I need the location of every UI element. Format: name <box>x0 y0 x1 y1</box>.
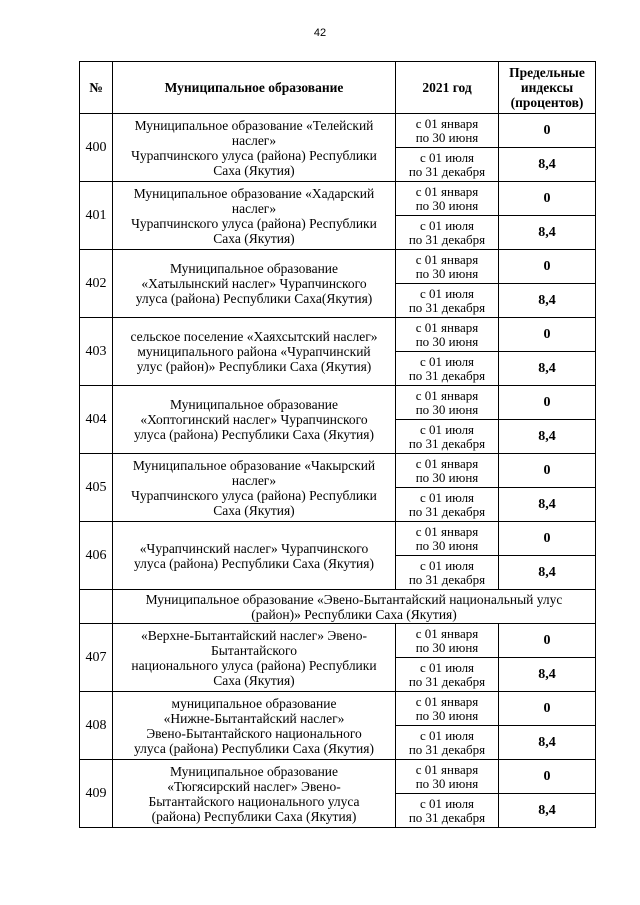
index-value-first-half: 0 <box>499 454 596 488</box>
table-row <box>80 114 596 148</box>
index-value-second-half: 8,4 <box>499 658 596 692</box>
period-second-half <box>396 488 499 522</box>
period-line: по 30 июня <box>415 129 479 145</box>
index-value-first-half: 0 <box>499 386 596 420</box>
municipality-name-line: Саха (Якутия) <box>213 502 295 518</box>
index-value-first-half: 0 <box>499 250 596 284</box>
period-second-half <box>396 794 499 828</box>
header-year: 2021 год <box>396 62 499 114</box>
period-first-half <box>396 182 499 216</box>
period-line: по 30 июня <box>415 775 479 791</box>
municipality-name <box>113 250 396 318</box>
section-row <box>80 590 596 624</box>
index-value-second-half: 8,4 <box>499 284 596 318</box>
municipality-name-line: муниципальное образование <box>171 695 337 711</box>
municipality-name-line: Муниципальное образование <box>169 261 339 276</box>
municipality-name-line: Чурапчинского улуса (района) Республики <box>131 487 377 503</box>
municipality-name-line: Муниципальное образование «Чакырский <box>132 457 376 473</box>
municipality-name-line: Чурапчинского улуса (района) Республики <box>131 215 377 231</box>
period-line: по 31 декабря <box>408 809 486 825</box>
municipality-name-line: наслег» <box>231 200 277 216</box>
period-line: с 01 января <box>415 761 479 777</box>
period-line: с 01 июля <box>419 353 475 369</box>
period-first-half <box>396 318 499 352</box>
period-line: по 30 июня <box>415 333 479 349</box>
table-row <box>80 522 596 556</box>
header-index-line: Предельные <box>509 65 585 80</box>
municipality-name-line: Саха (Якутия) <box>213 230 295 246</box>
municipality-name-line: улуса (района) Республики Саха(Якутия) <box>135 291 373 306</box>
period-second-half <box>396 556 499 590</box>
period-first-half <box>396 454 499 488</box>
period-line: с 01 июля <box>419 727 475 743</box>
period-line: по 30 июня <box>415 401 479 417</box>
municipality-name-line: Муниципальное образование «Телейский <box>134 117 374 133</box>
period-line: с 01 января <box>415 693 479 709</box>
municipality-name-line: Саха (Якутия) <box>213 162 295 178</box>
index-value-second-half: 8,4 <box>499 148 596 182</box>
municipality-name-line: «Тюгясирский наслег» Эвено- <box>167 778 341 794</box>
header-index-line: индексы <box>520 80 574 95</box>
period-second-half <box>396 420 499 454</box>
period-line: с 01 января <box>415 455 479 471</box>
period-line: по 30 июня <box>415 537 479 553</box>
period-second-half <box>396 658 499 692</box>
municipality-name-line: сельское поселение «Хаяхсытский наслег» <box>130 329 378 344</box>
row-number: 406 <box>80 522 113 590</box>
row-number: 409 <box>80 760 113 828</box>
table-row <box>80 454 596 488</box>
index-value-first-half: 0 <box>499 760 596 794</box>
period-line: по 30 июня <box>415 265 479 281</box>
row-number: 407 <box>80 624 113 692</box>
table-row <box>80 692 596 726</box>
index-value-second-half: 8,4 <box>499 726 596 760</box>
municipality-name <box>113 386 396 454</box>
period-second-half <box>396 352 499 386</box>
header-index <box>499 62 596 114</box>
period-line: по 31 декабря <box>408 163 486 179</box>
row-number: 401 <box>80 182 113 250</box>
period-line: по 30 июня <box>415 469 479 485</box>
municipality-name <box>113 182 396 250</box>
municipality-name-line: «Хатылынский наслег» Чурапчинского <box>141 276 367 291</box>
table-row <box>80 386 596 420</box>
municipality-name-line: улус (район)» Республики Саха (Якутия) <box>136 359 372 374</box>
period-line: с 01 января <box>415 523 479 539</box>
municipality-name-line: Муниципальное образование «Хадарский <box>133 185 375 201</box>
municipality-name-line: муниципального района «Чурапчинский <box>137 344 371 359</box>
municipality-name-line: «Чурапчинский наслег» Чурапчинского <box>139 540 369 556</box>
period-second-half <box>396 216 499 250</box>
index-value-first-half: 0 <box>499 114 596 148</box>
period-line: по 31 декабря <box>408 673 486 689</box>
period-line: по 30 июня <box>415 197 479 213</box>
period-line: по 31 декабря <box>408 741 486 757</box>
municipality-name-line: (района) Республики Саха (Якутия) <box>151 808 357 824</box>
municipality-name-line: улуса (района) Республики Саха (Якутия) <box>134 427 374 442</box>
period-first-half <box>396 250 499 284</box>
section-title <box>113 590 596 624</box>
period-line: с 01 января <box>415 183 479 199</box>
row-number: 402 <box>80 250 113 318</box>
table-header-row <box>80 62 596 114</box>
section-title-line: Муниципальное образование «Эвено-Бытантайский национальный улус <box>145 591 563 607</box>
table-row <box>80 182 596 216</box>
row-number: 400 <box>80 114 113 182</box>
period-line: с 01 июля <box>419 149 475 165</box>
header-num: № <box>80 62 113 114</box>
municipality-name-line: Чурапчинского улуса (района) Республики <box>131 147 377 163</box>
index-value-first-half: 0 <box>499 522 596 556</box>
period-line: с 01 января <box>415 319 479 335</box>
index-value-first-half: 0 <box>499 692 596 726</box>
municipality-name <box>113 114 396 182</box>
municipality-name <box>113 522 396 590</box>
period-first-half <box>396 386 499 420</box>
index-value-second-half: 8,4 <box>499 556 596 590</box>
page-number: 42 <box>313 27 327 39</box>
period-line: по 31 декабря <box>408 367 486 383</box>
table-row <box>80 318 596 352</box>
index-value-first-half: 0 <box>499 624 596 658</box>
section-title-line: (район)» Республики Саха (Якутия) <box>251 606 457 622</box>
municipality-name-line: Бытантайского национального улуса <box>148 793 360 809</box>
period-line: с 01 января <box>415 625 479 641</box>
header-index-line: (процентов) <box>510 95 584 110</box>
municipality-name <box>113 760 396 828</box>
period-line: по 31 декабря <box>408 503 486 519</box>
municipality-name-line: Саха (Якутия) <box>213 672 295 688</box>
period-line: с 01 июля <box>419 795 475 811</box>
municipality-name-line: улуса (района) Республики Саха (Якутия) <box>134 740 374 756</box>
period-second-half <box>396 284 499 318</box>
period-second-half <box>396 148 499 182</box>
row-number: 405 <box>80 454 113 522</box>
index-value-second-half: 8,4 <box>499 216 596 250</box>
municipality-name-line: Муниципальное образование <box>169 397 339 412</box>
period-line: с 01 июля <box>419 285 475 301</box>
index-value-first-half: 0 <box>499 318 596 352</box>
table-row <box>80 760 596 794</box>
period-line: по 30 июня <box>415 639 479 655</box>
period-line: с 01 июля <box>419 557 475 573</box>
period-first-half <box>396 114 499 148</box>
period-line: по 31 декабря <box>408 571 486 587</box>
table-row <box>80 624 596 658</box>
municipality-name-line: Бытантайского <box>211 642 297 658</box>
municipality-name-line: «Нижне-Бытантайский наслег» <box>163 710 345 726</box>
row-number: 408 <box>80 692 113 760</box>
period-line: с 01 июля <box>419 421 475 437</box>
municipality-name <box>113 318 396 386</box>
index-value-second-half: 8,4 <box>499 420 596 454</box>
period-first-half <box>396 692 499 726</box>
period-line: по 31 декабря <box>408 299 486 315</box>
period-first-half <box>396 624 499 658</box>
row-number: 403 <box>80 318 113 386</box>
period-first-half <box>396 760 499 794</box>
municipality-name-line: «Хоптогинский наслег» Чурапчинского <box>140 412 368 427</box>
period-line: с 01 января <box>415 251 479 267</box>
period-line: с 01 июля <box>419 659 475 675</box>
period-line: по 31 декабря <box>408 231 486 247</box>
period-line: по 30 июня <box>415 707 479 723</box>
period-line: с 01 января <box>415 115 479 131</box>
municipality-name-line: Эвено-Бытантайского национального <box>146 725 362 741</box>
municipality-name <box>113 454 396 522</box>
section-num-cell <box>80 590 113 624</box>
header-municipality: Муниципальное образование <box>113 62 396 114</box>
row-number: 404 <box>80 386 113 454</box>
index-value-second-half: 8,4 <box>499 352 596 386</box>
municipality-name-line: национального улуса (района) Республики <box>131 657 377 673</box>
period-line: с 01 июля <box>419 217 475 233</box>
index-value-second-half: 8,4 <box>499 488 596 522</box>
municipality-name-line: наслег» <box>231 132 277 148</box>
municipality-name-line: Муниципальное образование <box>169 763 339 779</box>
period-line: с 01 января <box>415 387 479 403</box>
municipality-name-line: улуса (района) Республики Саха (Якутия) <box>134 555 374 571</box>
municipality-name-line: наслег» <box>231 472 277 488</box>
table-body <box>80 114 596 828</box>
index-value-first-half: 0 <box>499 182 596 216</box>
municipality-name <box>113 624 396 692</box>
period-second-half <box>396 726 499 760</box>
municipality-name-line: «Верхне-Бытантайский наслег» Эвено- <box>141 627 367 643</box>
period-line: по 31 декабря <box>408 435 486 451</box>
period-first-half <box>396 522 499 556</box>
period-line: с 01 июля <box>419 489 475 505</box>
municipality-name <box>113 692 396 760</box>
table-row <box>80 250 596 284</box>
tariff-index-table <box>79 61 596 828</box>
index-value-second-half: 8,4 <box>499 794 596 828</box>
